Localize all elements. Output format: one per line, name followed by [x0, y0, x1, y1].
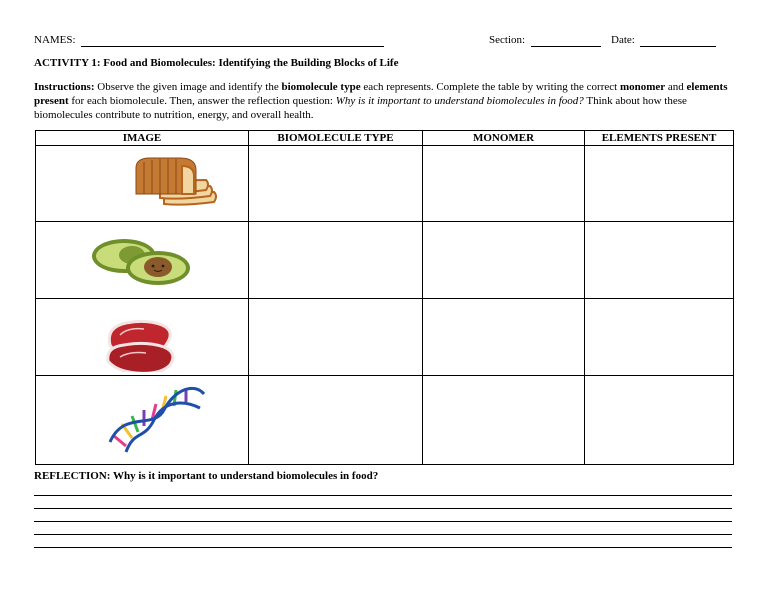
elements-present-cell[interactable] [585, 299, 734, 376]
elements-present-cell[interactable] [585, 222, 734, 299]
answer-line[interactable] [34, 521, 732, 522]
header-elements-present: ELEMENTS PRESENT [585, 131, 734, 146]
table-row [36, 222, 734, 299]
instructions-bold-term: biomolecule type [281, 81, 361, 93]
meat-icon [36, 299, 248, 372]
instructions-text: for each biomolecule. Then, answer the reflection question: [68, 95, 336, 107]
instructions-text: Think about how these biomolecules contribute to nutrition, energy, and overall health. [34, 95, 687, 121]
monomer-cell[interactable] [423, 146, 585, 222]
answer-line[interactable] [34, 508, 732, 509]
header-biomolecule-type: BIOMOLECULE TYPE [249, 131, 423, 146]
instructions-bold-term: monomer [619, 81, 666, 93]
instructions-text: each represents. Complete the table by writing the correct [360, 81, 620, 93]
section-label: Section: [489, 34, 526, 46]
reflection-question-text: : Why is it important to understand biomolecules in food? [106, 470, 379, 482]
answer-line[interactable] [34, 534, 732, 535]
monomer-cell[interactable] [423, 222, 585, 299]
instructions-text: Observe the given image and identify the [94, 81, 282, 93]
elements-present-cell[interactable] [585, 146, 734, 222]
names-blank[interactable] [81, 46, 384, 47]
answer-line[interactable] [34, 547, 732, 548]
table-row [36, 299, 734, 376]
image-cell [36, 146, 249, 222]
date-label: Date: [611, 34, 635, 46]
monomer-cell[interactable] [423, 376, 585, 465]
dna-icon [36, 376, 248, 461]
biomolecule-type-cell[interactable] [249, 299, 423, 376]
answer-line[interactable] [34, 495, 732, 496]
biomolecule-table [35, 130, 734, 465]
section-blank[interactable] [531, 46, 601, 47]
bread-icon [36, 146, 248, 218]
reflection-question [34, 470, 378, 482]
table-row [36, 146, 734, 222]
image-cell [36, 222, 249, 299]
biomolecule-type-cell[interactable] [249, 222, 423, 299]
names-label: NAMES: [34, 34, 76, 46]
biomolecule-type-cell[interactable] [249, 146, 423, 222]
elements-present-cell[interactable] [585, 376, 734, 465]
biomolecule-type-cell[interactable] [249, 376, 423, 465]
header-row [34, 34, 734, 50]
avocado-icon [36, 222, 248, 295]
image-cell [36, 299, 249, 376]
instructions-lead: Instructions: [34, 81, 95, 93]
image-cell [36, 376, 249, 465]
header-image: IMAGE [36, 131, 249, 146]
instructions-paragraph [34, 80, 734, 122]
monomer-cell[interactable] [423, 299, 585, 376]
header-monomer: MONOMER [423, 131, 585, 146]
table-row [36, 376, 734, 465]
instructions-italic-question: Why is it important to understand biomolecules in food? [335, 95, 584, 107]
reflection-label: REFLECTION [34, 470, 107, 482]
activity-title: ACTIVITY 1: Food and Biomolecules: Identifying the Building Blocks of Life [34, 57, 399, 69]
date-blank[interactable] [640, 46, 716, 47]
instructions-bold-term: elements present [34, 81, 728, 107]
instructions-text: and [665, 81, 687, 93]
table-header-row [36, 131, 734, 146]
